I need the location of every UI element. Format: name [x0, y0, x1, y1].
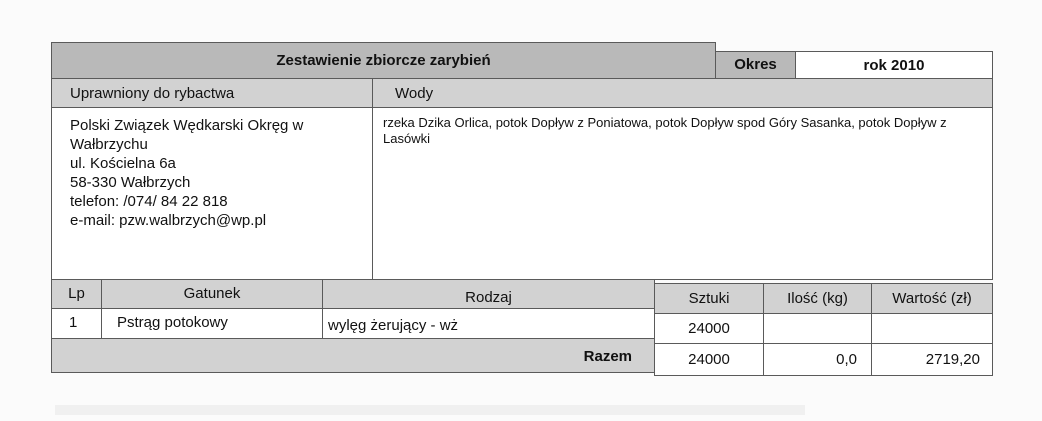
total-ilosc-cell: [763, 343, 872, 376]
total-wartosc: 2719,20: [925, 351, 980, 368]
entitled-header: Uprawniony do rybactwa: [70, 85, 235, 102]
entitled-address: [70, 116, 303, 230]
entitled-box: [51, 107, 373, 280]
table-row-lp: [51, 308, 102, 339]
total-wartosc-cell: [871, 343, 993, 376]
col-header-wartosc-label: Wartość (zł): [892, 290, 972, 307]
table-row-wartosc: [871, 313, 993, 344]
table-row-ilosc: [763, 313, 872, 344]
cell-sztuki: 24000: [688, 320, 730, 337]
col-header-gatunek-label: Gatunek: [183, 285, 241, 302]
col-header-ilosc-label: Ilość (kg): [787, 290, 848, 307]
col-header-ilosc: [763, 283, 872, 314]
summary-sheet: [51, 42, 993, 376]
entitled-line: ul. Kościelna 6a: [70, 155, 176, 172]
period-value-cell: [795, 51, 993, 79]
total-label-cell: [51, 338, 655, 373]
waters-box: [372, 107, 993, 280]
entitled-header-cell: [51, 78, 373, 108]
col-header-wartosc: [871, 283, 993, 314]
col-header-rodzaj: [322, 279, 655, 309]
period-label: Okres: [734, 56, 777, 73]
scan-shadow: [55, 405, 805, 415]
col-header-sztuki: [654, 283, 764, 314]
period-label-cell: [715, 51, 796, 79]
entitled-line: 58-330 Wałbrzych: [70, 174, 191, 191]
col-header-lp: [51, 279, 102, 309]
entitled-line: Wałbrzychu: [70, 136, 148, 153]
waters-header: Wody: [395, 85, 434, 102]
col-header-gatunek: [101, 279, 323, 309]
table-row-gatunek: [101, 308, 323, 339]
sheet-title: Zestawienie zbiorcze zarybień: [276, 52, 491, 69]
entitled-line: Polski Związek Wędkarski Okręg w: [70, 117, 304, 134]
col-header-lp-label: Lp: [68, 285, 85, 302]
title-cell: [51, 42, 716, 79]
waters-header-cell: [372, 78, 993, 108]
cell-rodzaj: wylęg żerujący - wż: [328, 317, 459, 334]
total-label: Razem: [583, 348, 632, 365]
cell-lp: 1: [69, 314, 78, 331]
cell-gatunek: Pstrąg potokowy: [117, 314, 228, 331]
total-sztuki: 24000: [688, 351, 730, 368]
table-row-rodzaj: [322, 308, 655, 339]
col-header-rodzaj-label: Rodzaj: [465, 289, 512, 306]
total-sztuki-cell: [654, 343, 764, 376]
entitled-email: e-mail: pzw.walbrzych@wp.pl: [70, 212, 267, 229]
table-row-sztuki: [654, 313, 764, 344]
period-value: rok 2010: [863, 57, 925, 74]
col-header-sztuki-label: Sztuki: [688, 290, 730, 307]
entitled-line: telefon: /074/ 84 22 818: [70, 193, 228, 210]
waters-text: rzeka Dzika Orlica, potok Dopływ z Poniatowa, potok Dopływ spod Góry Sasanka, potok Dopływ z Lasówki: [383, 115, 947, 146]
total-ilosc: 0,0: [836, 351, 857, 368]
